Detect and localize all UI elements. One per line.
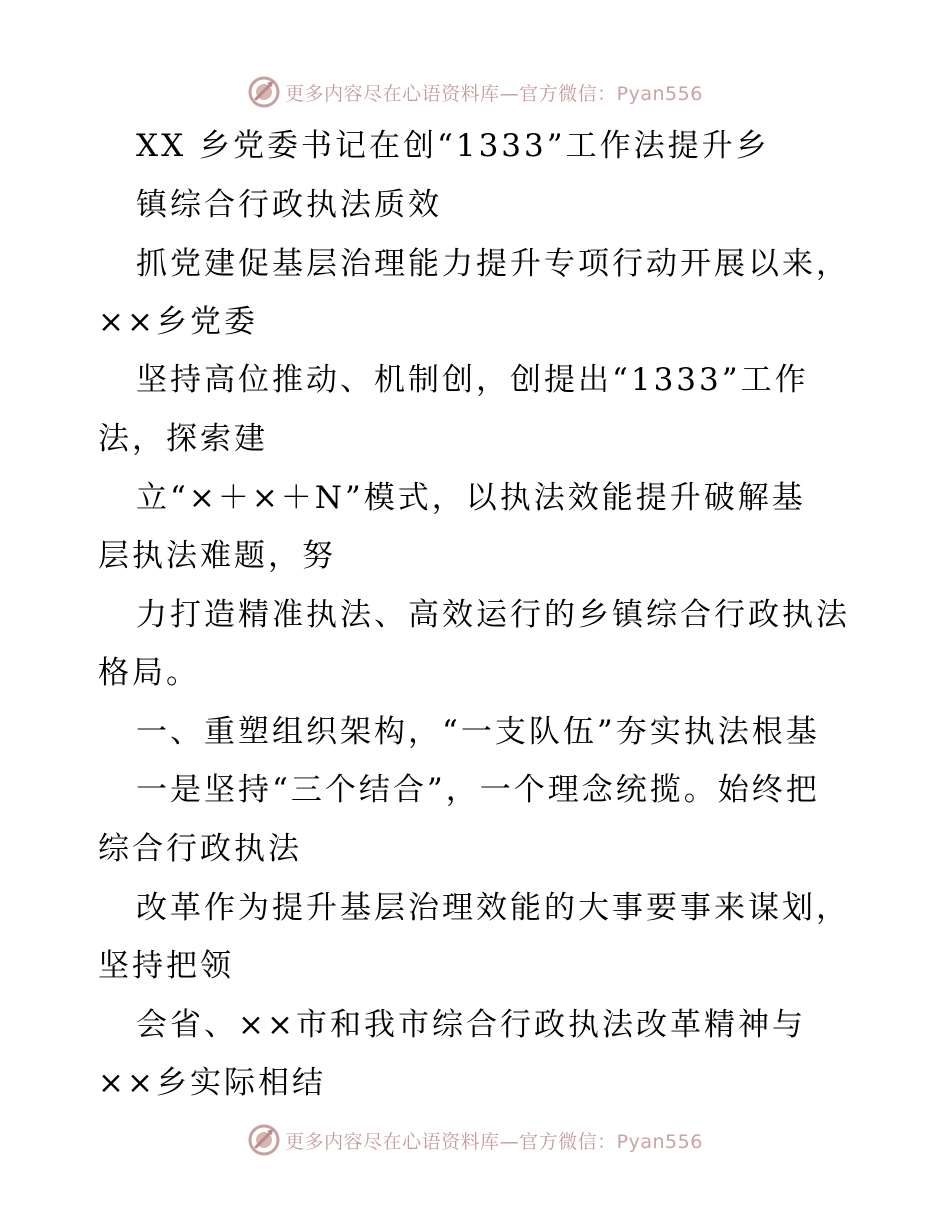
text-line: 力打造精准执法、高效运行的乡镇综合行政执法 (136, 597, 850, 633)
text-line: 格局。 (98, 655, 200, 691)
footer-watermark (0, 1120, 950, 1160)
watermark-text: 更多内容尽在心语资料库—官方微信：Pyan556 (285, 1130, 703, 1153)
text-line: 改革作为提升基层治理效能的大事要事来谋划， (136, 890, 850, 926)
text-line: 会省、××市和我市综合行政执法改革精神与 (136, 1007, 806, 1043)
seal-logo-icon (247, 1123, 281, 1157)
wechat-id: Pyan556 (616, 82, 703, 105)
text-line: 一是坚持“三个结合”，一个理念统揽。始终把 (136, 772, 820, 808)
watermark-text: 更多内容尽在心语资料库—官方微信：Pyan556 (285, 82, 703, 105)
text-line: ××乡实际相结 (98, 1065, 326, 1101)
text-line: 抓党建促基层治理能力提升专项行动开展以来， (136, 246, 850, 282)
text-line: XX 乡党委书记在创“1333”工作法提升乡 (136, 128, 770, 164)
text-line: 法，探索建 (98, 421, 268, 457)
text-line: 层执法难题，努 (98, 538, 336, 574)
header-watermark (0, 72, 950, 112)
text-line: 立“×＋×＋N”模式，以执法效能提升破解基 (136, 480, 806, 516)
text-line: ××乡党委 (98, 304, 258, 340)
seal-logo-icon (247, 75, 281, 109)
text-line: 坚持把领 (98, 948, 234, 984)
text-line: 综合行政执法 (98, 831, 302, 867)
wechat-id: Pyan556 (616, 1130, 703, 1153)
section-heading: 一、重塑组织架构，“一支队伍”夯实执法根基 (136, 714, 820, 750)
text-line: 坚持高位推动、机制创，创提出“1333”工作 (136, 362, 809, 398)
text-line: 镇综合行政执法质效 (136, 187, 442, 223)
